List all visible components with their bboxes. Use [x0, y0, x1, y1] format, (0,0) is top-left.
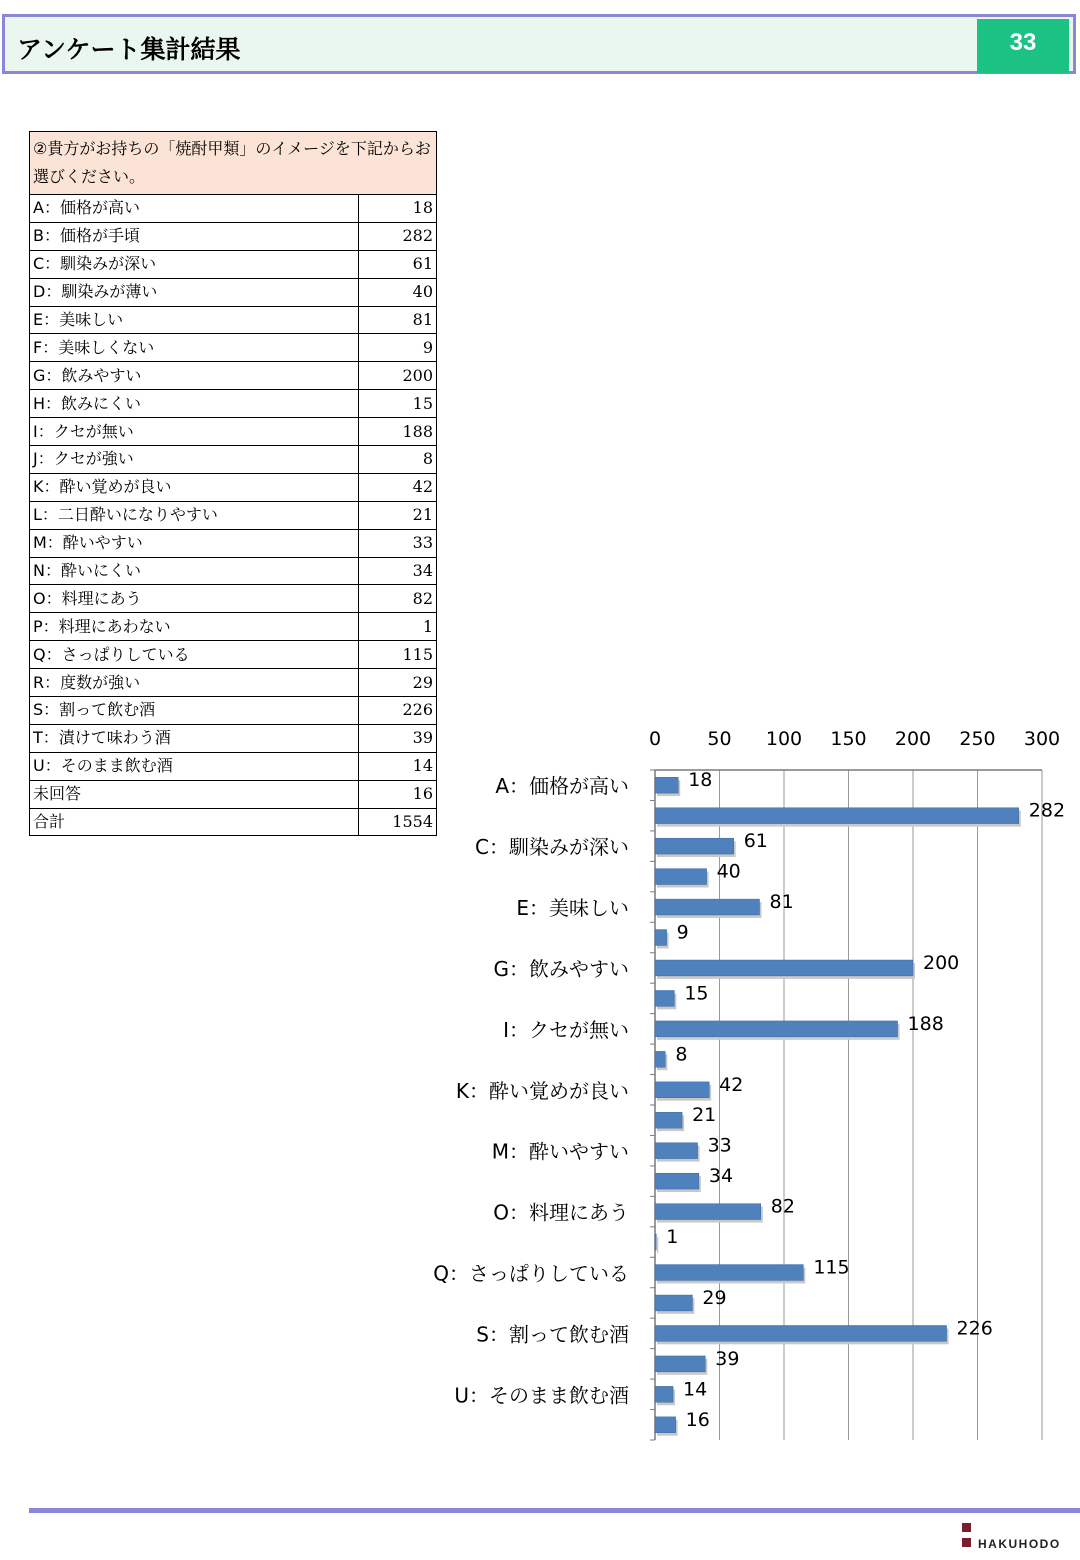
row-value: 82 — [359, 585, 437, 613]
category-label: O：料理にあう — [493, 1200, 629, 1225]
bar — [655, 1143, 698, 1159]
bar — [655, 777, 678, 793]
table-row — [30, 222, 437, 250]
data-label: 14 — [683, 1378, 708, 1401]
hakuhodo-logo — [960, 1522, 1075, 1554]
table-row — [30, 334, 437, 362]
category-label: M：酔いやすい — [491, 1139, 629, 1164]
bar-shadow — [657, 1207, 763, 1223]
row-label: M：酔いやすい — [30, 529, 359, 557]
bar-shadow — [657, 1085, 711, 1101]
row-value: 16 — [359, 780, 437, 808]
bar-shadow — [657, 1024, 900, 1040]
x-tick-label: 0 — [648, 728, 662, 750]
table-question-row — [30, 132, 437, 195]
row-label: R：度数が強い — [30, 669, 359, 697]
category-label: E：美味しい — [516, 896, 629, 921]
bar — [655, 1417, 676, 1433]
bar — [655, 869, 707, 885]
bar — [655, 990, 674, 1006]
row-value: 39 — [359, 724, 437, 752]
table-row — [30, 195, 437, 223]
bar-shadow — [657, 1115, 684, 1131]
table-row — [30, 501, 437, 529]
table-row — [30, 780, 437, 808]
bar-shadow — [657, 902, 761, 918]
bar-shadow — [657, 811, 1021, 827]
category-label: Q：さっぱりしている — [433, 1261, 629, 1286]
row-value: 21 — [359, 501, 437, 529]
table-row — [30, 641, 437, 669]
row-label: N：酔いにくい — [30, 557, 359, 585]
row-value: 226 — [359, 697, 437, 725]
x-tick-label: 200 — [894, 728, 932, 750]
row-value: 282 — [359, 222, 437, 250]
row-label: P：料理にあわない — [30, 613, 359, 641]
table-row — [30, 529, 437, 557]
bar-shadow — [657, 780, 680, 796]
bar-shadow — [657, 1298, 694, 1314]
category-label: G：飲みやすい — [493, 956, 629, 981]
bar — [655, 960, 913, 976]
bar — [655, 1112, 682, 1128]
question-text: ②貴方がお持ちの「焼酎甲類」のイメージを下記からお選びください。 — [30, 132, 437, 195]
row-label: C：馴染みが深い — [30, 250, 359, 278]
data-label: 21 — [692, 1104, 717, 1127]
bar — [655, 1325, 947, 1341]
bar — [655, 808, 1019, 824]
x-tick-label: 300 — [1023, 728, 1061, 750]
category-label: K：酔い覚めが良い — [455, 1078, 629, 1103]
bar — [655, 1386, 673, 1402]
bar-shadow — [657, 933, 669, 949]
category-label: U：そのまま飲む酒 — [454, 1383, 629, 1408]
row-label: 合計 — [30, 808, 359, 836]
row-label: U：そのまま飲む酒 — [30, 752, 359, 780]
data-label: 200 — [923, 951, 960, 974]
category-label: C：馴染みが深い — [475, 835, 629, 860]
row-label: A：価格が高い — [30, 195, 359, 223]
bar — [655, 1051, 665, 1067]
data-label: 16 — [685, 1408, 710, 1431]
data-label: 9 — [676, 921, 689, 944]
bar — [655, 1265, 803, 1281]
row-label: L：二日酔いになりやすい — [30, 501, 359, 529]
row-label: H：飲みにくい — [30, 390, 359, 418]
row-value: 188 — [359, 418, 437, 446]
logo-mark-bottom — [962, 1538, 971, 1547]
data-label: 61 — [743, 830, 768, 853]
bar-shadow — [657, 1268, 805, 1284]
row-label: O：料理にあう — [30, 585, 359, 613]
footer-divider — [29, 1508, 1080, 1513]
bar — [655, 1082, 709, 1098]
table-row — [30, 724, 437, 752]
row-value: 9 — [359, 334, 437, 362]
bar — [655, 1021, 898, 1037]
survey-results-table — [29, 131, 437, 836]
row-label: G：飲みやすい — [30, 362, 359, 390]
bar-shadow — [657, 1054, 667, 1070]
logo-mark-top — [962, 1523, 971, 1532]
page-number-badge: 33 — [977, 19, 1069, 73]
table-row — [30, 278, 437, 306]
data-label: 40 — [716, 860, 741, 883]
row-value: 1554 — [359, 808, 437, 836]
row-value: 81 — [359, 306, 437, 334]
row-label: J：クセが強い — [30, 446, 359, 474]
table-row — [30, 250, 437, 278]
bar-shadow — [657, 993, 676, 1009]
row-value: 8 — [359, 446, 437, 474]
bar-shadow — [657, 1237, 658, 1253]
bar — [655, 1295, 692, 1311]
row-value: 15 — [359, 390, 437, 418]
bar — [655, 899, 759, 915]
bar-shadow — [657, 1420, 678, 1436]
row-label: S：割って飲む酒 — [30, 697, 359, 725]
table-row — [30, 362, 437, 390]
table-row — [30, 418, 437, 446]
row-label: D：馴染みが薄い — [30, 278, 359, 306]
table-row — [30, 697, 437, 725]
bar-shadow — [657, 872, 709, 888]
table-row — [30, 808, 437, 836]
x-tick-label: 250 — [959, 728, 996, 750]
data-label: 115 — [813, 1256, 850, 1279]
row-label: E：美味しい — [30, 306, 359, 334]
bar — [655, 838, 734, 854]
row-label: 未回答 — [30, 780, 359, 808]
row-value: 18 — [359, 195, 437, 223]
row-value: 61 — [359, 250, 437, 278]
category-label: I：クセが無い — [503, 1017, 629, 1042]
bar-shadow — [657, 1328, 949, 1344]
x-tick-label: 100 — [765, 728, 803, 750]
row-value: 29 — [359, 669, 437, 697]
data-label: 282 — [1028, 799, 1066, 822]
category-label: S：割って飲む酒 — [476, 1322, 629, 1347]
bar — [655, 1173, 699, 1189]
row-label: K：酔い覚めが良い — [30, 473, 359, 501]
bar-shadow — [657, 1146, 700, 1162]
row-value: 14 — [359, 752, 437, 780]
table-row — [30, 585, 437, 613]
data-label: 39 — [715, 1347, 740, 1370]
row-value: 1 — [359, 613, 437, 641]
row-label: B：価格が手頃 — [30, 222, 359, 250]
table-row — [30, 613, 437, 641]
table-row — [30, 446, 437, 474]
row-label: T：漬けて味わう酒 — [30, 724, 359, 752]
table-row — [30, 557, 437, 585]
bar — [655, 1204, 761, 1220]
bar — [655, 1234, 656, 1250]
header-bar — [2, 14, 1076, 74]
table-row — [30, 390, 437, 418]
bar-shadow — [657, 1359, 707, 1375]
table-row — [30, 306, 437, 334]
row-label: F：美味しくない — [30, 334, 359, 362]
data-label: 226 — [956, 1317, 993, 1340]
row-value: 33 — [359, 529, 437, 557]
data-label: 15 — [684, 982, 709, 1005]
data-label: 42 — [719, 1073, 744, 1096]
bar-shadow — [657, 1176, 701, 1192]
row-value: 115 — [359, 641, 437, 669]
bar — [655, 1356, 705, 1372]
logo-text: HAKUHODO — [978, 1537, 1061, 1551]
row-value: 200 — [359, 362, 437, 390]
x-tick-label: 150 — [830, 728, 867, 750]
data-label: 33 — [707, 1134, 732, 1157]
table-row — [30, 752, 437, 780]
data-label: 18 — [688, 769, 713, 792]
page-title: アンケート集計結果 — [17, 35, 241, 64]
category-label: A：価格が高い — [495, 774, 629, 799]
data-label: 1 — [666, 1226, 679, 1249]
data-label: 34 — [708, 1165, 734, 1188]
data-label: 188 — [907, 1012, 944, 1035]
table-row — [30, 669, 437, 697]
row-label: Q：さっぱりしている — [30, 641, 359, 669]
row-value: 34 — [359, 557, 437, 585]
row-value: 42 — [359, 473, 437, 501]
data-label: 8 — [675, 1043, 688, 1066]
data-label: 82 — [770, 1195, 795, 1218]
bar — [655, 930, 667, 946]
table-row — [30, 473, 437, 501]
bar-shadow — [657, 963, 915, 979]
x-tick-label: 50 — [707, 728, 732, 750]
data-label: 29 — [702, 1286, 727, 1309]
row-label: I：クセが無い — [30, 418, 359, 446]
data-label: 81 — [769, 891, 794, 914]
bar-shadow — [657, 1389, 675, 1405]
bar-shadow — [657, 841, 736, 857]
row-value: 40 — [359, 278, 437, 306]
